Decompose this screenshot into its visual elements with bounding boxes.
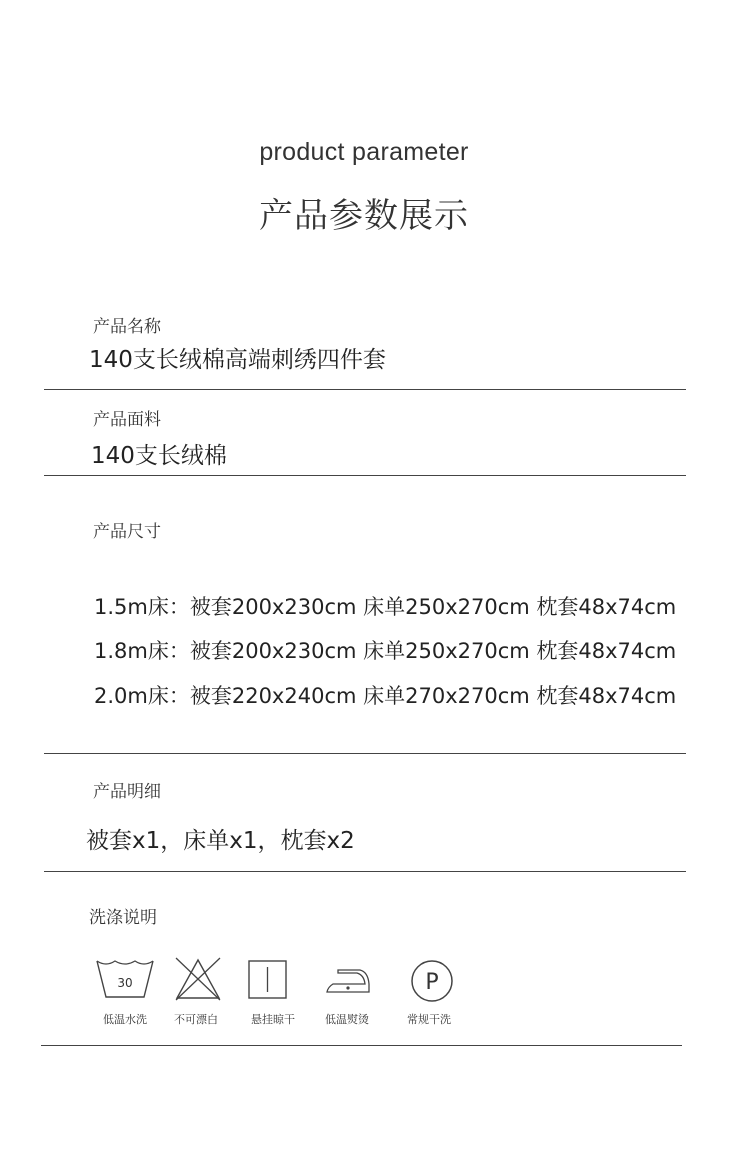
care-label: 洗涤说明: [89, 908, 157, 928]
dry-clean-p-icon: [409, 958, 455, 1004]
no-bleach-icon: [173, 955, 223, 1003]
product-name-label: 产品名称: [93, 317, 161, 337]
dry-clean-letter: P: [425, 970, 439, 995]
care-item-label: 悬挂晾干: [251, 1013, 295, 1026]
chinese-title: 产品参数展示: [259, 196, 469, 236]
care-item-label: 低温水洗: [103, 1013, 147, 1026]
product-name-value: 140支长绒棉高端刺绣四件套: [89, 347, 386, 373]
size-row-1-5m: 1.5m床：被套200x230cm 床单250x270cm 枕套48x74cm: [94, 595, 677, 619]
divider: [44, 475, 686, 476]
detail-label: 产品明细: [93, 782, 161, 802]
care-item-label: 不可漂白: [174, 1013, 218, 1026]
wash-30-icon: [94, 957, 156, 1001]
size-row-2-0m: 2.0m床：被套220x240cm 床单270x270cm 枕套48x74cm: [94, 684, 677, 708]
hang-dry-icon: [247, 959, 289, 1001]
fabric-value: 140支长绒棉: [91, 443, 227, 469]
care-item-label: 低温熨烫: [325, 1013, 369, 1026]
divider: [41, 1045, 682, 1046]
size-row-1-8m: 1.8m床：被套200x230cm 床单250x270cm 枕套48x74cm: [94, 639, 677, 663]
divider: [44, 389, 686, 390]
english-title: product parameter: [259, 138, 469, 166]
fabric-label: 产品面料: [93, 410, 161, 430]
size-label: 产品尺寸: [93, 522, 161, 542]
detail-value: 被套x1，床单x1，枕套x2: [86, 828, 355, 854]
care-item-label: 常规干洗: [407, 1013, 451, 1026]
low-iron-icon: [324, 962, 372, 998]
wash-temp-text: 30: [117, 976, 133, 990]
divider: [44, 753, 686, 754]
divider: [44, 871, 686, 872]
